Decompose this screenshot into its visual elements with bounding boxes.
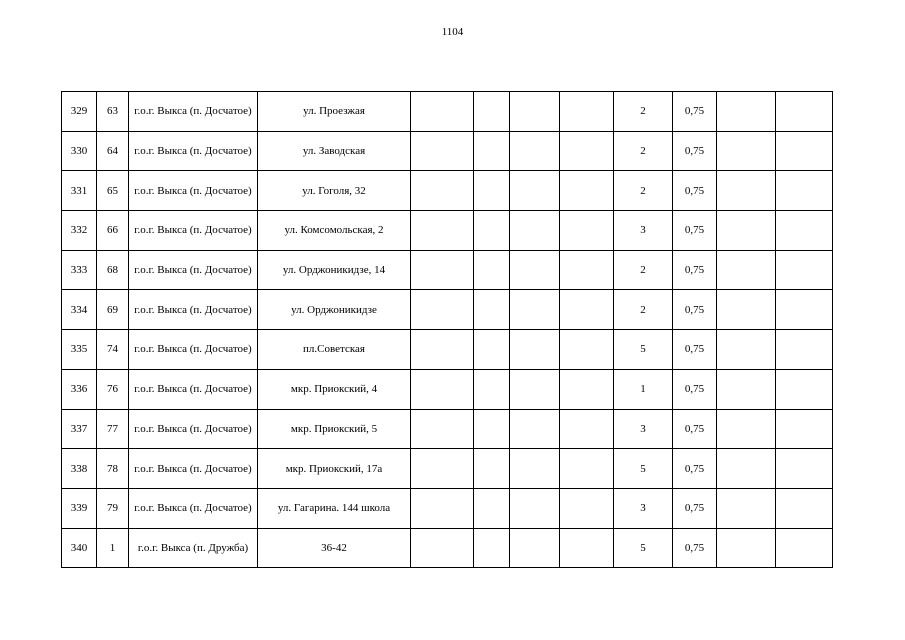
empty-cell [776,92,833,132]
table-row [62,449,833,489]
settlement-cell: г.о.г. Выкса (п. Досчатое) [129,131,258,171]
point-number-cell: 78 [97,449,129,489]
point-number-cell: 1 [97,528,129,568]
empty-cell [474,92,510,132]
empty-cell [474,131,510,171]
volume-cell: 0,75 [673,131,717,171]
settlement-cell: г.о.г. Выкса (п. Досчатое) [129,250,258,290]
settlement-cell: г.о.г. Выкса (п. Дружба) [129,528,258,568]
empty-cell [411,131,474,171]
volume-cell: 0,75 [673,409,717,449]
table-row [62,409,833,449]
address-cell: мкр. Приокский, 17а [258,449,411,489]
quantity-cell: 1 [614,369,673,409]
empty-cell [776,250,833,290]
empty-cell [560,488,614,528]
row-number-cell: 335 [62,330,97,370]
quantity-cell: 5 [614,528,673,568]
row-number-cell: 329 [62,92,97,132]
empty-cell [474,330,510,370]
empty-cell [560,131,614,171]
empty-cell [776,171,833,211]
empty-cell [411,449,474,489]
empty-cell [560,449,614,489]
empty-cell [776,211,833,251]
empty-cell [560,369,614,409]
empty-cell [776,409,833,449]
address-cell: ул. Комсомольская, 2 [258,211,411,251]
empty-cell [717,488,776,528]
empty-cell [510,369,560,409]
empty-cell [717,409,776,449]
empty-cell [474,488,510,528]
empty-cell [776,369,833,409]
empty-cell [560,250,614,290]
row-number-cell: 333 [62,250,97,290]
empty-cell [411,369,474,409]
empty-cell [510,171,560,211]
empty-cell [510,330,560,370]
volume-cell: 0,75 [673,449,717,489]
address-cell: ул. Проезжая [258,92,411,132]
table-row [62,369,833,409]
quantity-cell: 2 [614,131,673,171]
volume-cell: 0,75 [673,250,717,290]
empty-cell [510,528,560,568]
empty-cell [776,449,833,489]
volume-cell: 0,75 [673,211,717,251]
row-number-cell: 337 [62,409,97,449]
empty-cell [510,290,560,330]
settlement-cell: г.о.г. Выкса (п. Досчатое) [129,369,258,409]
volume-cell: 0,75 [673,488,717,528]
empty-cell [717,171,776,211]
settlement-cell: г.о.г. Выкса (п. Досчатое) [129,409,258,449]
point-number-cell: 66 [97,211,129,251]
address-cell: мкр. Приокский, 4 [258,369,411,409]
empty-cell [717,528,776,568]
empty-cell [776,131,833,171]
volume-cell: 0,75 [673,330,717,370]
address-cell: ул. Орджоникидзе [258,290,411,330]
volume-cell: 0,75 [673,171,717,211]
row-number-cell: 332 [62,211,97,251]
settlement-cell: г.о.г. Выкса (п. Досчатое) [129,330,258,370]
row-number-cell: 331 [62,171,97,211]
table-row [62,171,833,211]
page-number: 1104 [441,26,464,38]
table-row [62,131,833,171]
table-row [62,528,833,568]
volume-cell: 0,75 [673,528,717,568]
empty-cell [510,131,560,171]
empty-cell [560,409,614,449]
empty-cell [717,131,776,171]
settlement-cell: г.о.г. Выкса (п. Досчатое) [129,211,258,251]
row-number-cell: 340 [62,528,97,568]
row-number-cell: 336 [62,369,97,409]
empty-cell [411,211,474,251]
empty-cell [474,171,510,211]
address-cell: пл.Советская [258,330,411,370]
empty-cell [560,528,614,568]
empty-cell [411,290,474,330]
point-number-cell: 65 [97,171,129,211]
empty-cell [411,330,474,370]
settlement-cell: г.о.г. Выкса (п. Досчатое) [129,290,258,330]
point-number-cell: 64 [97,131,129,171]
empty-cell [717,290,776,330]
table-row [62,488,833,528]
quantity-cell: 5 [614,330,673,370]
table-row [62,250,833,290]
empty-cell [560,171,614,211]
empty-cell [560,330,614,370]
empty-cell [510,250,560,290]
empty-cell [474,250,510,290]
empty-cell [411,250,474,290]
empty-cell [411,92,474,132]
empty-cell [717,369,776,409]
address-cell: мкр. Приокский, 5 [258,409,411,449]
empty-cell [510,211,560,251]
address-cell: ул. Заводская [258,131,411,171]
row-number-cell: 339 [62,488,97,528]
quantity-cell: 3 [614,409,673,449]
volume-cell: 0,75 [673,290,717,330]
empty-cell [717,92,776,132]
empty-cell [474,211,510,251]
registry-table [61,91,833,568]
table-row [62,330,833,370]
empty-cell [560,92,614,132]
empty-cell [776,528,833,568]
empty-cell [776,488,833,528]
empty-cell [474,449,510,489]
quantity-cell: 2 [614,250,673,290]
empty-cell [474,369,510,409]
settlement-cell: г.о.г. Выкса (п. Досчатое) [129,171,258,211]
empty-cell [474,528,510,568]
empty-cell [474,409,510,449]
empty-cell [717,449,776,489]
quantity-cell: 3 [614,211,673,251]
table-row [62,92,833,132]
point-number-cell: 74 [97,330,129,370]
empty-cell [411,488,474,528]
empty-cell [411,409,474,449]
empty-cell [717,211,776,251]
address-cell: ул. Гоголя, 32 [258,171,411,211]
empty-cell [510,409,560,449]
settlement-cell: г.о.г. Выкса (п. Досчатое) [129,488,258,528]
quantity-cell: 2 [614,171,673,211]
quantity-cell: 2 [614,290,673,330]
address-cell: 36-42 [258,528,411,568]
empty-cell [411,171,474,211]
empty-cell [776,290,833,330]
address-cell: ул. Орджоникидзе, 14 [258,250,411,290]
point-number-cell: 76 [97,369,129,409]
point-number-cell: 69 [97,290,129,330]
row-number-cell: 330 [62,131,97,171]
volume-cell: 0,75 [673,369,717,409]
empty-cell [510,449,560,489]
settlement-cell: г.о.г. Выкса (п. Досчатое) [129,92,258,132]
quantity-cell: 5 [614,449,673,489]
table-row [62,211,833,251]
empty-cell [560,290,614,330]
settlement-cell: г.о.г. Выкса (п. Досчатое) [129,449,258,489]
quantity-cell: 2 [614,92,673,132]
point-number-cell: 68 [97,250,129,290]
table-row [62,290,833,330]
point-number-cell: 79 [97,488,129,528]
row-number-cell: 338 [62,449,97,489]
empty-cell [510,488,560,528]
address-cell: ул. Гагарина. 144 школа [258,488,411,528]
row-number-cell: 334 [62,290,97,330]
point-number-cell: 77 [97,409,129,449]
quantity-cell: 3 [614,488,673,528]
empty-cell [474,290,510,330]
empty-cell [717,250,776,290]
empty-cell [510,92,560,132]
empty-cell [411,528,474,568]
volume-cell: 0,75 [673,92,717,132]
table-body [62,92,833,568]
empty-cell [560,211,614,251]
empty-cell [776,330,833,370]
empty-cell [717,330,776,370]
point-number-cell: 63 [97,92,129,132]
